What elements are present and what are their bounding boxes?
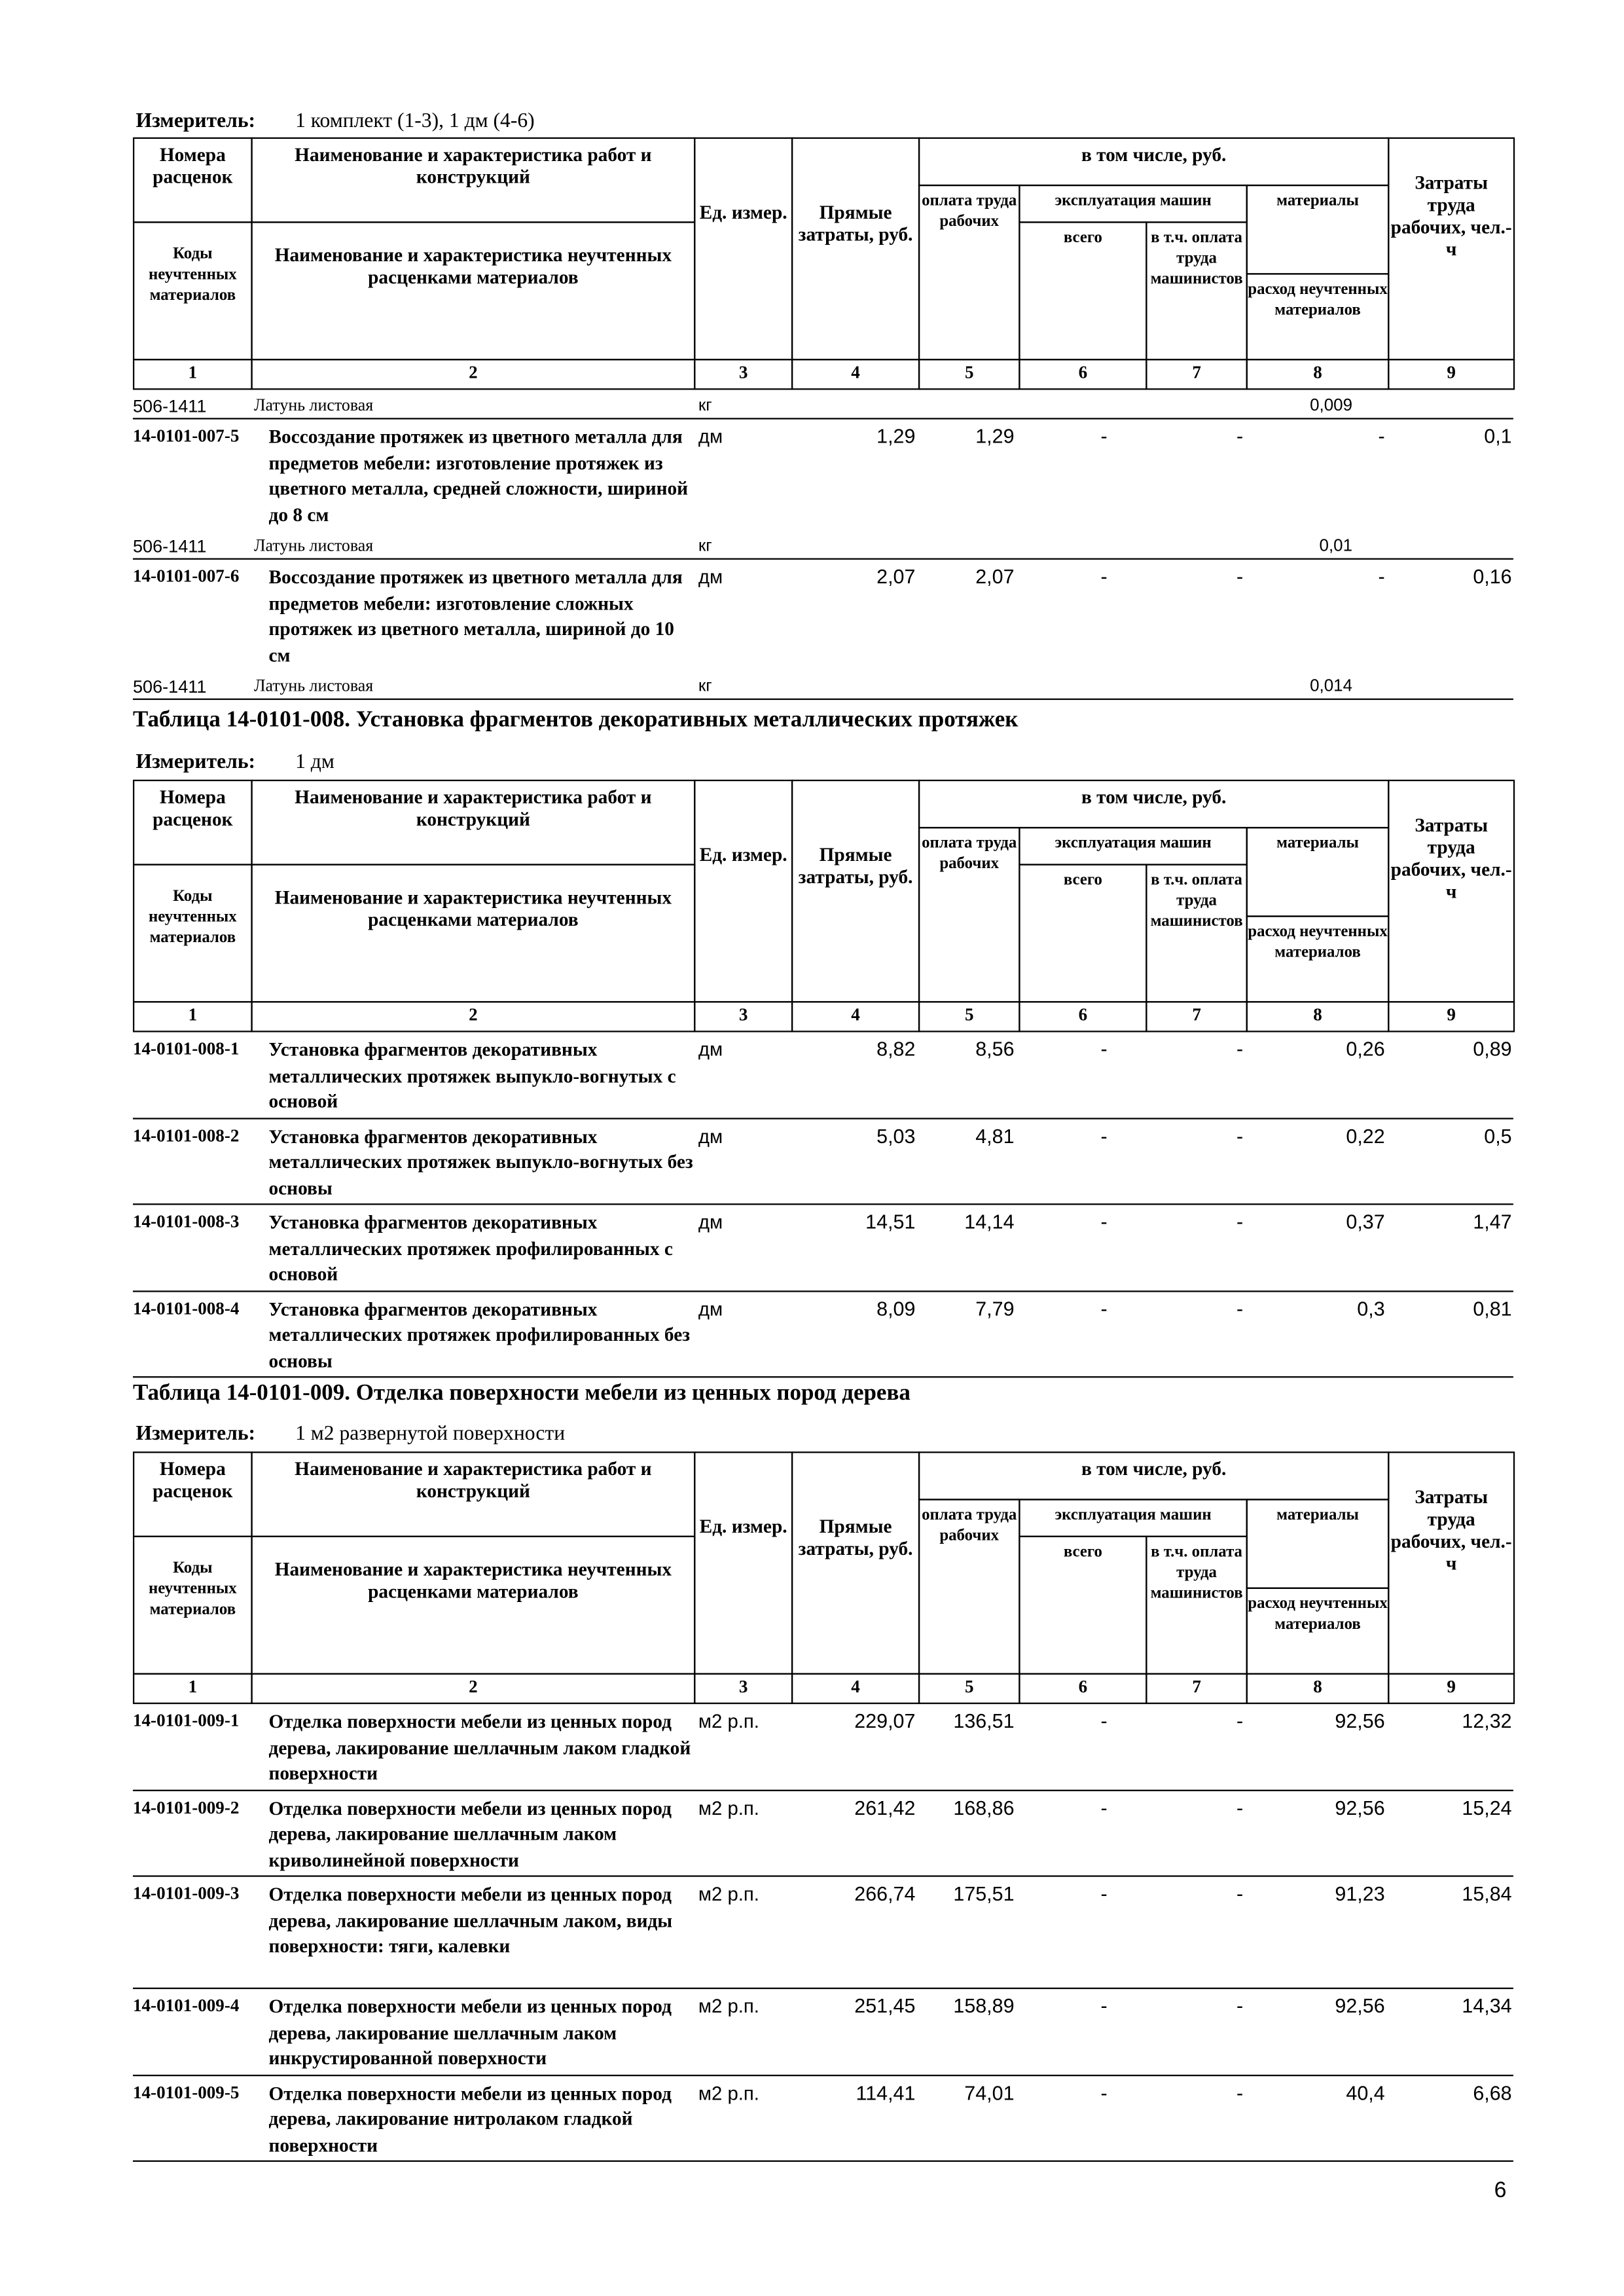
unit: дм — [698, 1038, 723, 1061]
value-col-4: 5,03 — [876, 1124, 916, 1147]
header-num: Номера расценок — [133, 780, 253, 866]
measure-label: Измеритель: — [135, 752, 256, 774]
work-name: Воссоздание протяжек из цветного металла для предметов мебели: изготовление сложных протяжек из цветного металла, шириной до 10 см — [268, 565, 683, 666]
unit: м2 р.п. — [698, 2081, 759, 2104]
column-number: 1 — [133, 1001, 253, 1032]
value-col-5: 8,56 — [975, 1038, 1015, 1061]
rate-code: 14-0101-007-6 — [132, 565, 240, 587]
value-col-7: - — [1236, 1038, 1244, 1061]
work-name: Отделка поверхности мебели из ценных пород дерева, лакирование нитролаком гладкой поверхности — [268, 2081, 672, 2155]
value-col-4: 8,82 — [876, 1038, 916, 1061]
value-col-9: 12,32 — [1462, 1709, 1512, 1732]
header-mach-wages: в т.ч. оплата труда машинистов — [1146, 221, 1248, 360]
value-col-5: 175,51 — [953, 1882, 1015, 1905]
header-mach-total: всего — [1019, 864, 1147, 1002]
value-col-4: 266,74 — [854, 1882, 916, 1905]
table-row — [133, 560, 1513, 670]
value-col-8: 0,26 — [1346, 1038, 1385, 1061]
table-row — [133, 1291, 1513, 1377]
column-number: 2 — [251, 359, 695, 390]
unit: кг — [698, 397, 712, 415]
rate-code: 14-0101-007-5 — [132, 425, 240, 446]
value-col-6: - — [1100, 425, 1108, 448]
work-name: Установка фрагментов декоративных металлических протяжек профилированных без основы — [268, 1297, 691, 1372]
value-col-4: 229,07 — [854, 1709, 916, 1732]
header-codes: Коды неучтенных материалов — [133, 864, 253, 1002]
header-codes: Коды неучтенных материалов — [133, 221, 253, 360]
value-col-5: 14,14 — [964, 1211, 1015, 1233]
rate-code: 506-1411 — [132, 536, 207, 557]
measure-line — [136, 111, 535, 134]
column-number: 7 — [1146, 1673, 1248, 1704]
value-col-7: - — [1236, 1124, 1244, 1147]
column-number: 5 — [918, 1673, 1020, 1704]
value-col-5: 158,89 — [953, 1995, 1015, 2018]
value-col-6: - — [1100, 1038, 1108, 1061]
value-col-4: 8,09 — [876, 1297, 916, 1320]
header-unit: Ед. измер. — [694, 1451, 793, 1675]
unit: м2 р.п. — [698, 1796, 759, 1819]
value-col-9: 14,34 — [1462, 1995, 1512, 2018]
header-mat-name: Наименование и характеристика неучтенных расценками материалов — [251, 1536, 695, 1675]
work-name: Отделка поверхности мебели из ценных пород дерева, лакирование шеллачным лаком инкрустированной поверхности — [268, 1995, 672, 2069]
rate-code: 14-0101-008-3 — [132, 1211, 240, 1232]
material-row — [133, 530, 1513, 560]
column-number: 2 — [251, 1673, 695, 1704]
header-machines: эксплуатация машин — [1019, 185, 1248, 223]
value-col-6: - — [1100, 1882, 1108, 1905]
value-col-5: 74,01 — [964, 2081, 1015, 2104]
value-col-7: - — [1236, 1211, 1244, 1233]
unit: дм — [698, 425, 723, 448]
column-number: 9 — [1388, 1001, 1515, 1032]
material-name: Латунь листовая — [253, 397, 374, 415]
material-row — [133, 390, 1513, 419]
value-col-6: - — [1100, 2081, 1108, 2104]
value-col-5: 168,86 — [953, 1796, 1015, 1819]
table-row — [133, 1877, 1513, 1989]
header-direct: Прямые затраты, руб. — [791, 1451, 920, 1675]
value-col-7: - — [1236, 425, 1244, 448]
value-col-4: 261,42 — [854, 1796, 916, 1819]
header-incl: в том числе, руб. — [918, 1451, 1390, 1500]
value-col-5: 1,29 — [975, 425, 1015, 448]
header-direct: Прямые затраты, руб. — [791, 137, 920, 361]
column-number: 2 — [251, 1001, 695, 1032]
rates-table-2 — [133, 780, 1513, 1377]
work-name: Воссоздание протяжек из цветного металла для предметов мебели: изготовление протяжек из цветного металла, средней сложности, шириной до 8 см — [268, 425, 689, 525]
header-incl: в том числе, руб. — [918, 137, 1390, 186]
value-col-4: 14,51 — [865, 1211, 916, 1233]
header-materials: материалы — [1246, 827, 1390, 917]
table-row — [133, 2075, 1513, 2162]
value-col-8: 0,3 — [1357, 1297, 1385, 1320]
header-materials: материалы — [1246, 185, 1390, 275]
value-col-8: 92,56 — [1335, 1796, 1385, 1819]
measure-value: 1 дм — [295, 752, 334, 774]
rate-code: 14-0101-009-2 — [132, 1796, 240, 1817]
header-wages: оплата труда рабочих — [918, 827, 1020, 1002]
value-col-6: - — [1100, 1297, 1108, 1320]
column-number: 1 — [133, 1673, 253, 1704]
header-mat-name: Наименование и характеристика неучтенных расценками материалов — [251, 864, 695, 1002]
value-col-8: 91,23 — [1335, 1882, 1385, 1905]
rate-code: 14-0101-009-4 — [132, 1995, 240, 2016]
rate-code: 14-0101-008-1 — [132, 1038, 240, 1059]
header-num: Номера расценок — [133, 137, 253, 223]
value-col-7: - — [1236, 565, 1244, 588]
measure-label: Измеритель: — [135, 1423, 256, 1446]
material-name: Латунь листовая — [253, 678, 374, 696]
rates-table-3 — [133, 1451, 1513, 2162]
table-row — [133, 1989, 1513, 2075]
work-name: Отделка поверхности мебели из ценных пород дерева, лакирование шеллачным лаком гладкой поверхности — [268, 1709, 691, 1784]
value-col-6: - — [1100, 1211, 1108, 1233]
column-number: 6 — [1019, 359, 1147, 390]
header-work-name: Наименование и характеристика работ и конструкций — [251, 137, 695, 223]
value-col-8: 92,56 — [1335, 1995, 1385, 2018]
unit: м2 р.п. — [698, 1995, 759, 2018]
column-number: 3 — [694, 359, 793, 390]
header-machines: эксплуатация машин — [1019, 827, 1248, 866]
column-number: 4 — [791, 1673, 920, 1704]
value-col-7: - — [1236, 1882, 1244, 1905]
table-row — [133, 1704, 1513, 1791]
rates-table-1 — [133, 137, 1513, 700]
column-number: 8 — [1246, 1001, 1390, 1032]
header-mach-total: всего — [1019, 221, 1147, 360]
value-col-7: - — [1236, 1297, 1244, 1320]
value-col-4: 251,45 — [854, 1995, 916, 2018]
value-col-8: 92,56 — [1335, 1709, 1385, 1732]
value-col-9: 0,81 — [1473, 1297, 1512, 1320]
column-number: 8 — [1246, 1673, 1390, 1704]
header-mat-usage: расход неучтенных материалов — [1246, 1588, 1390, 1675]
column-number: 1 — [133, 359, 253, 390]
header-codes: Коды неучтенных материалов — [133, 1536, 253, 1675]
rate-code: 14-0101-008-2 — [132, 1124, 240, 1146]
header-num: Номера расценок — [133, 1451, 253, 1537]
column-number: 4 — [791, 1001, 920, 1032]
column-number: 6 — [1019, 1001, 1147, 1032]
value-col-5: 7,79 — [975, 1297, 1015, 1320]
column-number: 7 — [1146, 1001, 1248, 1032]
unit: кг — [698, 538, 712, 556]
rate-code: 506-1411 — [132, 395, 207, 417]
unit: м2 р.п. — [698, 1882, 759, 1905]
measure-line — [136, 1423, 566, 1447]
header-machines: эксплуатация машин — [1019, 1499, 1248, 1537]
column-number: 4 — [791, 359, 920, 390]
table-title: Таблица 14-0101-008. Установка фрагментов декоративных металлических протяжек — [132, 707, 1019, 733]
value-col-6: - — [1100, 1709, 1108, 1732]
value-col-9: 0,5 — [1484, 1124, 1512, 1147]
value-col-9: 15,24 — [1462, 1796, 1512, 1819]
value-col-8: 0,22 — [1346, 1124, 1385, 1147]
unit: дм — [698, 1211, 723, 1233]
value-col-8: - — [1378, 425, 1385, 448]
header-wages: оплата труда рабочих — [918, 185, 1020, 360]
value-col-9: 0,16 — [1473, 565, 1512, 588]
table-row — [133, 1791, 1513, 1877]
header-mat-usage: расход неучтенных материалов — [1246, 915, 1390, 1002]
table-row — [133, 1205, 1513, 1291]
table-row — [133, 1119, 1513, 1205]
value-col-4: 114,41 — [856, 2081, 916, 2104]
table-row — [133, 1032, 1513, 1119]
value-col-8: 40,4 — [1346, 2081, 1385, 2104]
rate-code: 14-0101-008-4 — [132, 1297, 240, 1319]
header-work-name: Наименование и характеристика работ и конструкций — [251, 1451, 695, 1537]
table-body — [133, 1030, 1513, 1377]
value-col-9: 6,68 — [1473, 2081, 1512, 2104]
value-col-9: 1,47 — [1473, 1211, 1512, 1233]
table-body — [133, 1703, 1513, 2162]
value-col-6: - — [1100, 1995, 1108, 2018]
unit: кг — [698, 678, 712, 696]
column-number: 7 — [1146, 359, 1248, 390]
value-col-7: - — [1236, 1796, 1244, 1819]
table-body — [133, 388, 1513, 700]
work-name: Отделка поверхности мебели из ценных пород дерева, лакирование шеллачным лаком, виды поверхности: тяги, калевки — [268, 1882, 673, 1957]
header-labor: Затраты труда рабочих, чел.-ч — [1388, 137, 1515, 361]
header-labor: Затраты труда рабочих, чел.-ч — [1388, 780, 1515, 1003]
work-name: Установка фрагментов декоративных металлических протяжек выпукло-вогнутых с основой — [268, 1038, 676, 1112]
value-col-9: 0,1 — [1484, 425, 1512, 448]
column-number: 5 — [918, 1001, 1020, 1032]
column-number: 9 — [1388, 359, 1515, 390]
header-mach-total: всего — [1019, 1536, 1147, 1675]
header-unit: Ед. измер. — [694, 780, 793, 1003]
value-col-6: - — [1100, 565, 1108, 588]
measure-value: 1 м2 развернутой поверхности — [295, 1423, 566, 1446]
value-col-8: 0,01 — [1319, 538, 1353, 556]
measure-value: 1 комплект (1-3), 1 дм (4-6) — [295, 111, 535, 133]
work-name: Отделка поверхности мебели из ценных пород дерева, лакирование шеллачным лаком криволинейной поверхности — [268, 1796, 672, 1870]
header-unit: Ед. измер. — [694, 137, 793, 361]
header-mat-usage: расход неучтенных материалов — [1246, 273, 1390, 360]
value-col-4: 1,29 — [876, 425, 916, 448]
column-number: 3 — [694, 1001, 793, 1032]
column-number: 8 — [1246, 359, 1390, 390]
value-col-9: 0,89 — [1473, 1038, 1512, 1061]
value-col-6: - — [1100, 1124, 1108, 1147]
column-number: 9 — [1388, 1673, 1515, 1704]
rate-code: 14-0101-009-3 — [132, 1882, 240, 1904]
rate-code: 506-1411 — [132, 676, 207, 697]
table-row — [133, 420, 1513, 530]
page-number: 6 — [1494, 2178, 1507, 2204]
value-col-7: - — [1236, 1995, 1244, 2018]
rate-code: 14-0101-009-5 — [132, 2081, 240, 2102]
table-header — [133, 137, 1513, 388]
unit: дм — [698, 565, 723, 588]
measure-label: Измеритель: — [135, 111, 256, 133]
header-direct: Прямые затраты, руб. — [791, 780, 920, 1003]
rate-code: 14-0101-009-1 — [132, 1709, 240, 1731]
column-number: 5 — [918, 359, 1020, 390]
value-col-8: 0,009 — [1310, 397, 1353, 415]
table-header — [133, 1451, 1513, 1702]
table-header — [133, 780, 1513, 1030]
value-col-5: 4,81 — [975, 1124, 1015, 1147]
unit: дм — [698, 1297, 723, 1320]
header-incl: в том числе, руб. — [918, 780, 1390, 828]
column-number: 3 — [694, 1673, 793, 1704]
material-row — [133, 670, 1513, 700]
value-col-8: 0,014 — [1310, 678, 1353, 696]
value-col-7: - — [1236, 2081, 1244, 2104]
table-title: Таблица 14-0101-009. Отделка поверхности мебели из ценных пород дерева — [132, 1380, 911, 1406]
header-wages: оплата труда рабочих — [918, 1499, 1020, 1674]
header-mach-wages: в т.ч. оплата труда машинистов — [1146, 1536, 1248, 1675]
work-name: Установка фрагментов декоративных металлических протяжек профилированных с основой — [268, 1211, 673, 1285]
value-col-7: - — [1236, 1709, 1244, 1732]
measure-line — [136, 752, 334, 775]
value-col-5: 136,51 — [953, 1709, 1015, 1732]
work-name: Установка фрагментов декоративных металлических протяжек выпукло-вогнутых без основы — [268, 1124, 693, 1199]
header-work-name: Наименование и характеристика работ и конструкций — [251, 780, 695, 866]
header-mat-name: Наименование и характеристика неучтенных расценками материалов — [251, 221, 695, 360]
value-col-6: - — [1100, 1796, 1108, 1819]
header-mach-wages: в т.ч. оплата труда машинистов — [1146, 864, 1248, 1002]
value-col-4: 2,07 — [876, 565, 916, 588]
value-col-8: - — [1378, 565, 1385, 588]
unit: дм — [698, 1124, 723, 1147]
value-col-8: 0,37 — [1346, 1211, 1385, 1233]
unit: м2 р.п. — [698, 1709, 759, 1732]
header-materials: материалы — [1246, 1499, 1390, 1589]
column-number: 6 — [1019, 1673, 1147, 1704]
material-name: Латунь листовая — [253, 538, 374, 556]
value-col-5: 2,07 — [975, 565, 1015, 588]
value-col-9: 15,84 — [1462, 1882, 1512, 1905]
header-labor: Затраты труда рабочих, чел.-ч — [1388, 1451, 1515, 1675]
